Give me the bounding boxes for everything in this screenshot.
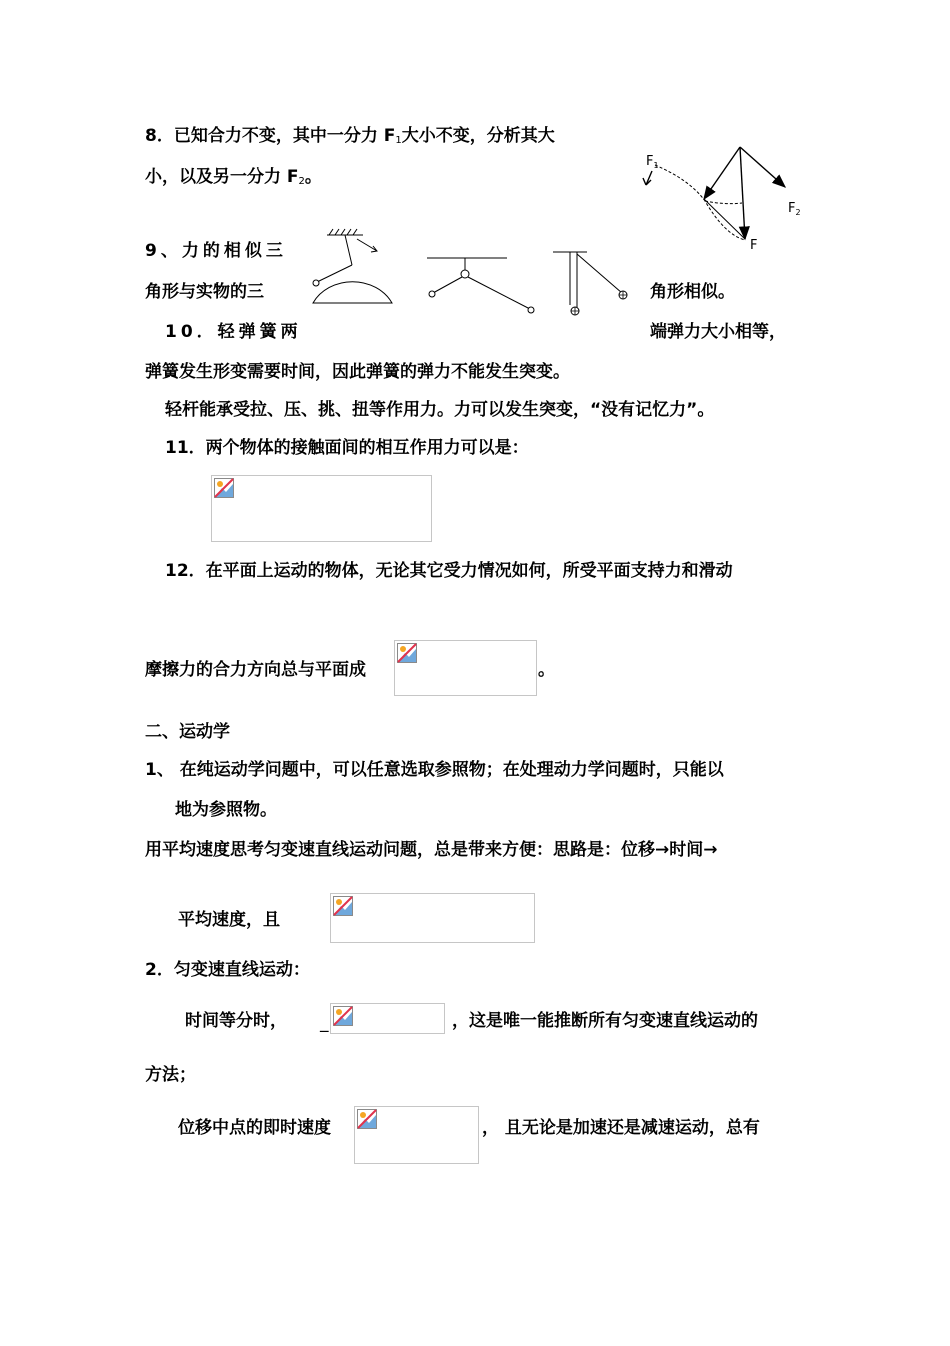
item2-line1-a: 时间等分时，: [185, 1011, 287, 1031]
item2-line1-b: ，这是唯一能推断所有匀变速直线运动的: [452, 1011, 758, 1031]
item1-line1: 1、 在纯运动学问题中，可以任意选取参照物；在处理动力学问题时，只能以: [145, 760, 724, 780]
similar-triangle-diagrams: [305, 225, 645, 325]
f-arrow: [740, 147, 745, 239]
hemisphere-rope: [315, 265, 352, 283]
broken-image-icon: [357, 1109, 377, 1129]
rod-2-right: [468, 277, 530, 309]
broken-image-placeholder-5: [354, 1106, 479, 1164]
p9-line2-right: 角形相似。: [650, 282, 735, 302]
p8-line1-a: 8．已知合力不变，其中一分力 F: [145, 126, 396, 146]
dashed-arc-lower: [705, 201, 742, 204]
section2-heading: 二、运动学: [145, 722, 230, 742]
rod-2-left: [433, 277, 462, 293]
p8-line1-sub: 1: [395, 135, 402, 146]
hemisphere: [313, 282, 392, 303]
p10-line3: 轻杆能承受拉、压、挑、扭等作用力。力可以发生突变，“没有记忆力”。: [165, 400, 715, 420]
p12-line2: 摩擦力的合力方向总与平面成: [145, 660, 366, 680]
broken-image-icon: [214, 478, 234, 498]
p11-text: 11．两个物体的接触面间的相互作用力可以是：: [165, 438, 529, 458]
rod-2-right-ball: [528, 307, 534, 313]
item2-heading: 2．匀变速直线运动：: [145, 960, 310, 980]
p8-line2-sub: 2: [298, 176, 305, 187]
p10-line1-right: 端弹力大小相等，: [650, 322, 786, 342]
item2-line3-b: ， 且无论是加速还是减速运动，总有: [482, 1118, 760, 1138]
rotation-arrow-icon: [643, 171, 652, 185]
p10-line2: 弹簧发生形变需要时间，因此弹簧的弹力不能发生突变。: [145, 362, 570, 382]
p8-line2-a: 小，以及另一分力 F: [145, 167, 299, 187]
label-f2: $F_2$: [788, 201, 801, 217]
broken-image-icon: [333, 1006, 353, 1026]
broken-image-icon: [397, 643, 417, 663]
f2-shifted-line: [704, 199, 745, 239]
ceiling-hatch-1: [329, 229, 357, 235]
item2-line3-a: 位移中点的即时速度: [178, 1118, 331, 1138]
hinge-ball-2: [461, 270, 469, 278]
force-triangle-diagram: [630, 135, 820, 260]
label-f: F: [750, 238, 758, 253]
p10-line1-left: 10．轻弹簧两: [165, 322, 302, 342]
hemisphere-ball: [313, 280, 319, 286]
p8-line1: [145, 126, 555, 151]
small-arrow-icon: [357, 239, 377, 252]
f1-arc-curve: [655, 165, 745, 240]
broken-image-icon: [333, 896, 353, 916]
rod-2-left-ball: [429, 291, 435, 297]
f1-arrow: [704, 147, 740, 199]
p9-line2-left: 角形与实物的三: [145, 282, 264, 302]
p8-line2: [145, 167, 322, 192]
swing-string-3: [577, 254, 622, 293]
avg-line1: 用平均速度思考匀变速直线运动问题，总是带来方便：思路是：位移→时间→: [145, 840, 718, 860]
item2-line2: 方法；: [145, 1065, 196, 1085]
p8-line1-b: 大小不变，分析其大: [401, 126, 555, 146]
item2-underscore: _: [320, 1013, 329, 1033]
broken-image-placeholder-4: [330, 1003, 445, 1034]
broken-image-placeholder-2: [394, 640, 537, 696]
avg-line2: 平均速度，且: [178, 910, 280, 930]
label-f1: $F_1$: [646, 154, 659, 170]
f2-arrow: [740, 147, 785, 187]
hemisphere-string: [345, 235, 352, 265]
broken-image-placeholder-3: [330, 893, 535, 943]
item1-line2: 地为参照物。: [175, 800, 277, 820]
broken-image-placeholder-1: [211, 475, 432, 542]
p12-line1: 12．在平面上运动的物体，无论其它受力情况如何，所受平面支持力和滑动: [165, 561, 733, 581]
p9-line1: 9、力的相似三: [145, 241, 287, 261]
p8-line2-b: 。: [304, 167, 322, 187]
p12-line2-end: 。: [538, 660, 555, 680]
